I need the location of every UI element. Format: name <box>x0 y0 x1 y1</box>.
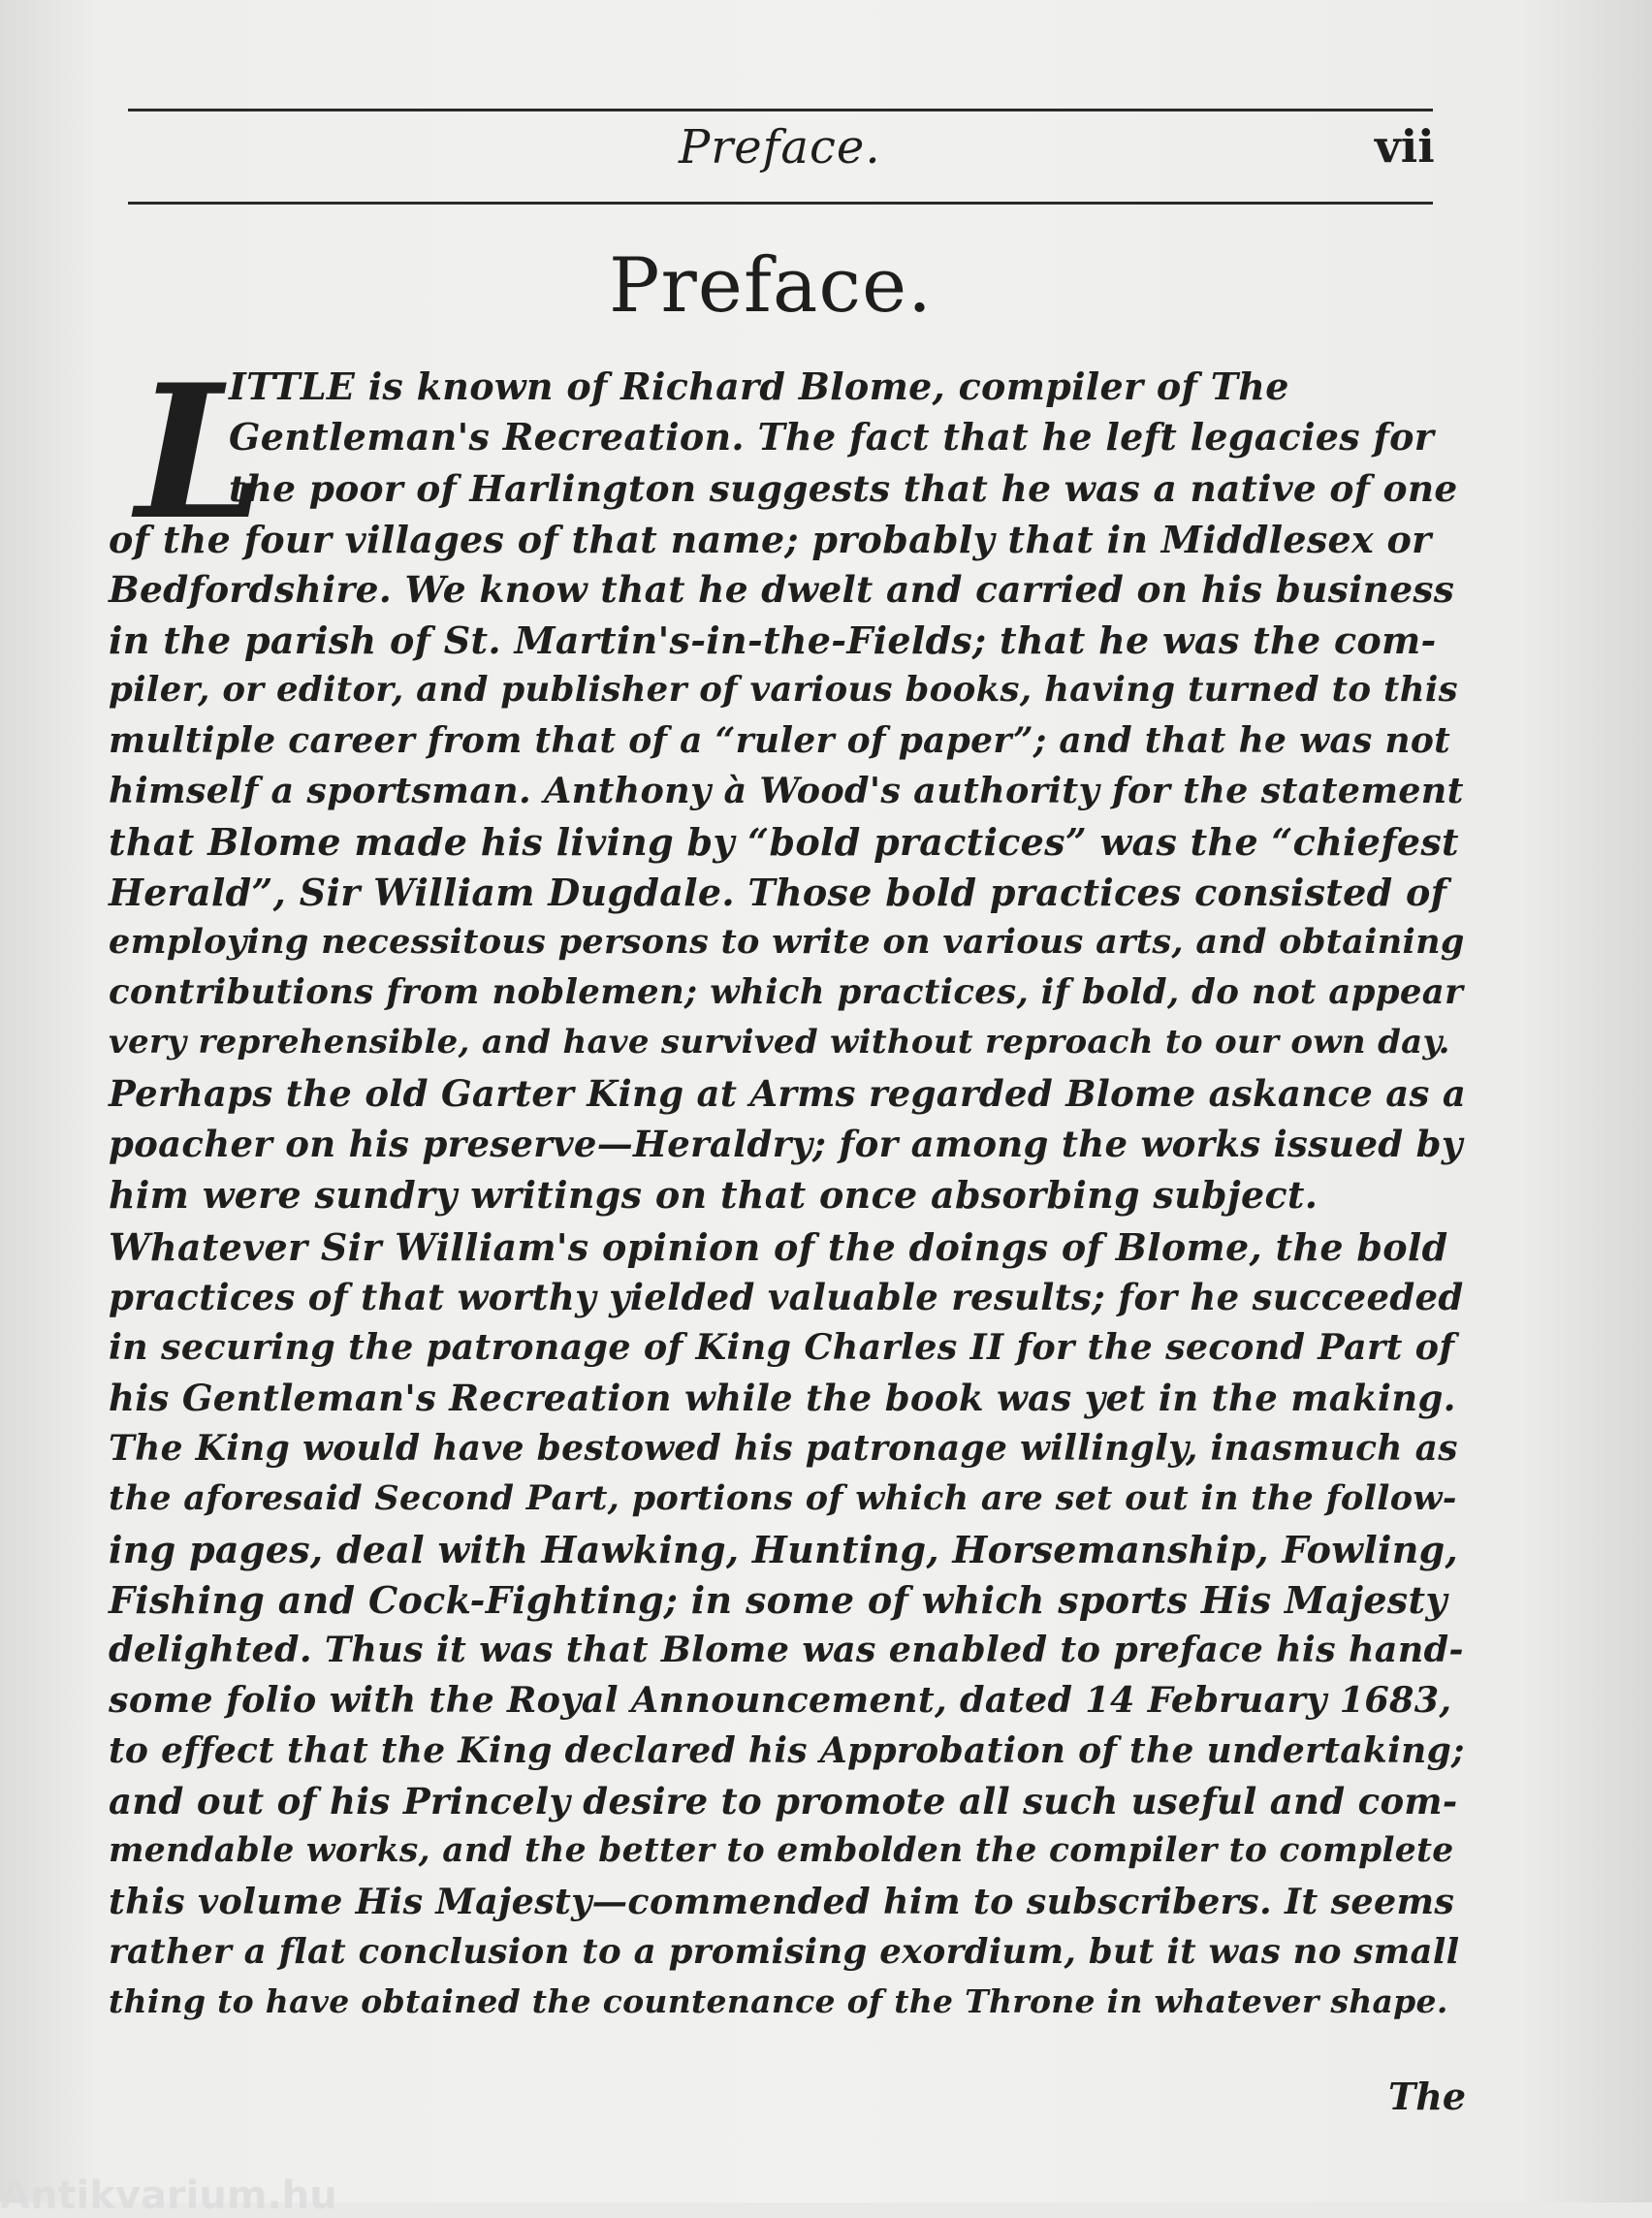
text-line: to effect that the King declared his Approbation of the undertaking; <box>109 1730 1465 1771</box>
text-line: Herald”, Sir William Dugdale. Those bold practices consisted of <box>109 871 1447 914</box>
header-rule-top <box>128 109 1433 111</box>
drop-cap: L <box>136 344 266 560</box>
text-line: Fishing and Cock-Fighting; in some of which sports His Majesty <box>109 1578 1447 1622</box>
text-line: mendable works, and the better to embolden the compiler to complete <box>109 1831 1454 1870</box>
text-line: him were sundry writings on that once absorbing subject. <box>109 1173 1318 1217</box>
header-rule-bottom <box>128 202 1433 205</box>
text-line: in securing the patronage of King Charles II for the second Part of <box>109 1326 1455 1368</box>
text-line: ing pages, deal with Hawking, Hunting, Horsemanship, Fowling, <box>109 1528 1459 1571</box>
text-line: employing necessitous persons to write on various arts, and obtaining <box>109 922 1465 962</box>
text-line: poacher on his preserve—Heraldry; for among the works issued by <box>109 1123 1463 1165</box>
text-line: piler, or editor, and publisher of various books, having turned to this <box>109 670 1458 710</box>
text-line: Whatever Sir William's opinion of the doings of Blome, the bold <box>109 1225 1448 1269</box>
text-line: very reprehensible, and have survived without reproach to our own day. <box>109 1023 1450 1061</box>
text-line: The King would have bestowed his patronage willingly, inasmuch as <box>109 1428 1458 1469</box>
text-line: and out of his Princely desire to promote all such useful and com- <box>109 1780 1458 1822</box>
text-line: Gentleman's Recreation. The fact that he left legacies for <box>229 415 1435 459</box>
text-line: rather a flat conclusion to a promising exordium, but it was no small <box>109 1932 1460 1972</box>
text-line: thing to have obtained the countenance of the Throne in whatever shape. <box>109 1982 1448 2020</box>
catchword: The <box>1388 2075 1467 2118</box>
text-line: this volume His Majesty—commended him to subscribers. It seems <box>109 1881 1455 1922</box>
text-line: himself a sportsman. Anthony à Wood's authority for the statement <box>109 770 1464 811</box>
text-line: the aforesaid Second Part, portions of which are set out in the follow- <box>109 1478 1457 1518</box>
text-line: ITTLE is known of Richard Blome, compiler of The <box>229 364 1289 408</box>
text-line: his Gentleman's Recreation while the book was yet in the making. <box>109 1377 1456 1419</box>
watermark: Antikvarium.hu <box>0 2173 337 2218</box>
text-line: of the four villages of that name; probably that in Middlesex or <box>109 518 1432 561</box>
running-head: Preface. <box>679 120 881 174</box>
text-line: the poor of Harlington suggests that he was a native of one <box>229 467 1458 510</box>
text-line: multiple career from that of a “ruler of paper”; and that he was not <box>109 720 1451 761</box>
text-line: some folio with the Royal Announcement, dated 14 February 1683, <box>109 1679 1452 1721</box>
page-number: vii <box>1375 120 1435 173</box>
text-line: Bedfordshire. We know that he dwelt and carried on his business <box>109 568 1455 611</box>
text-line: contributions from noblemen; which practices, if bold, do not appear <box>109 972 1464 1012</box>
text-line: delighted. Thus it was that Blome was enabled to preface his hand- <box>109 1629 1464 1670</box>
text-line: practices of that worthy yielded valuable results; for he succeeded <box>109 1276 1464 1318</box>
text-line: that Blome made his living by “bold practices” was the “chiefest <box>109 820 1459 864</box>
text-line: in the parish of St. Martin's-in-the-Fields; that he was the com- <box>109 618 1437 662</box>
chapter-title: Preface. <box>609 242 933 330</box>
text-line: Perhaps the old Garter King at Arms regarded Blome askance as a <box>109 1072 1467 1115</box>
